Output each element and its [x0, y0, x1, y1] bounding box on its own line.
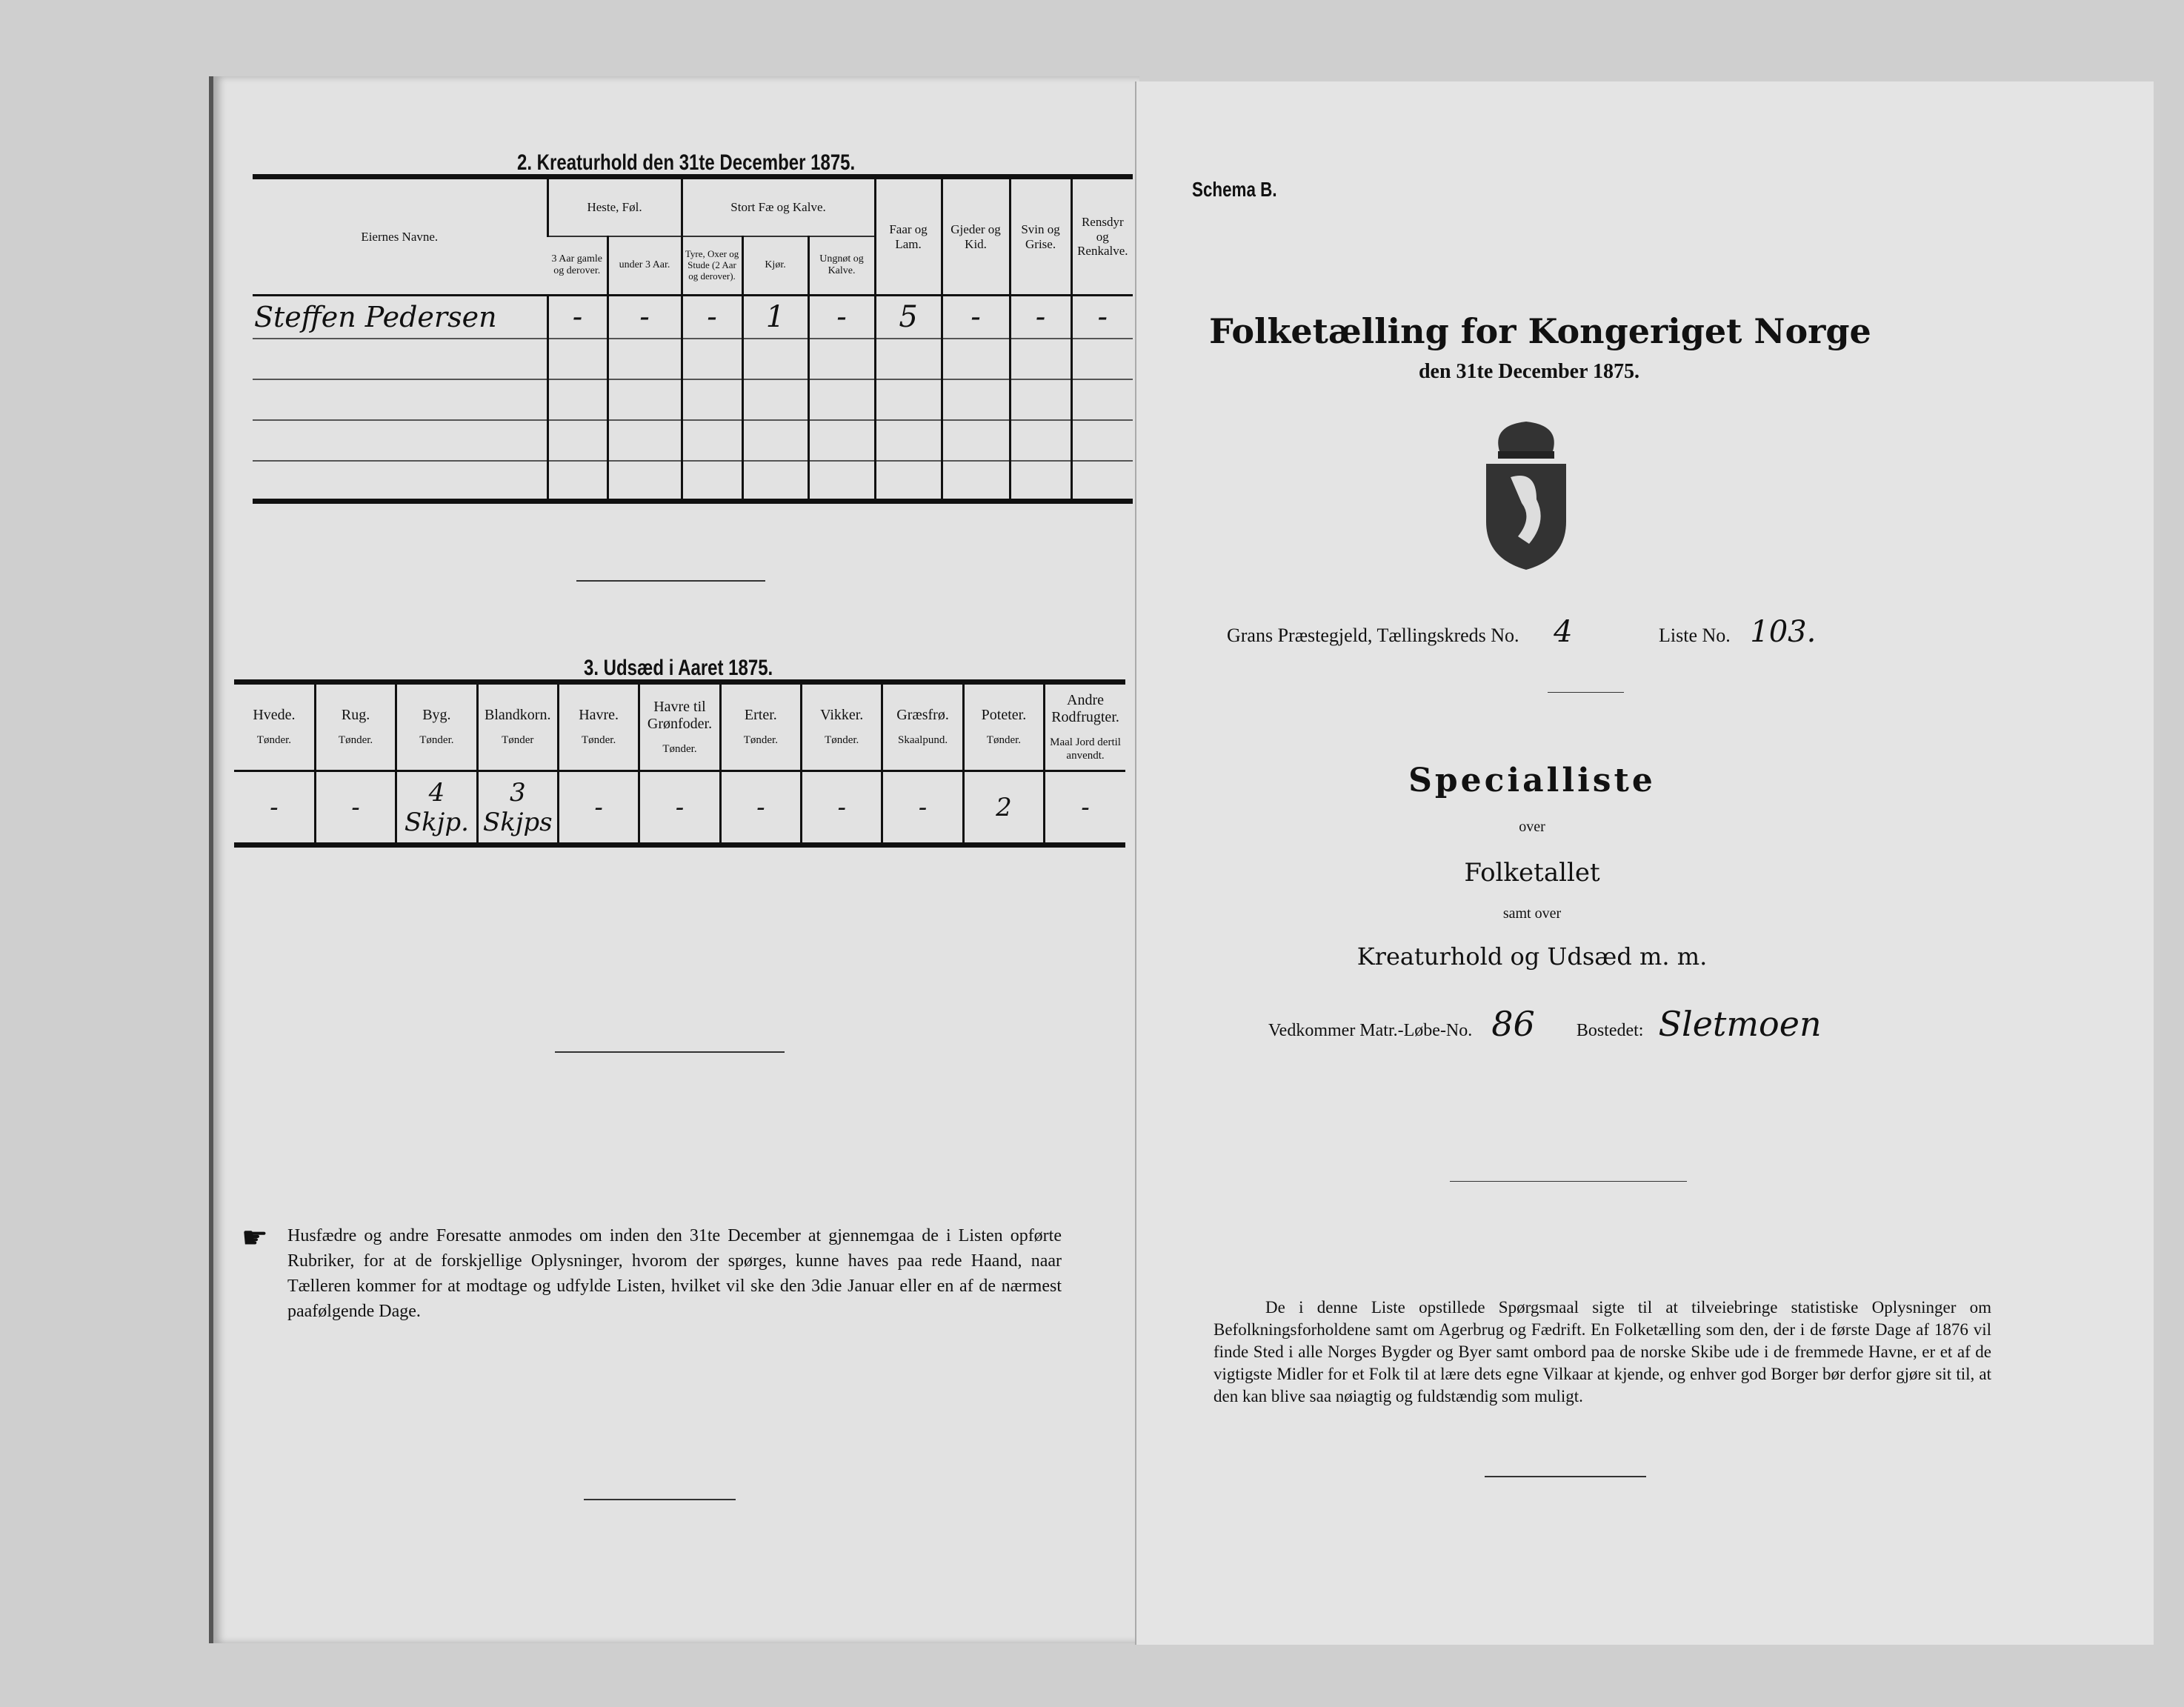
column-name: Havre til Grønfoder. [647, 698, 713, 732]
column-name: Hvede. [253, 707, 296, 724]
cell: - [942, 296, 1010, 339]
seed-value: 4 Skjp. [396, 771, 477, 845]
divider [1485, 1476, 1646, 1477]
column-name: Vikker. [820, 707, 864, 724]
kreaturhold-label: Kreaturhold og Udsæd m. m. [1356, 942, 1708, 971]
section2-title: 2. Kreaturhold den 31te December 1875. [517, 150, 856, 175]
seed-column-header [234, 682, 315, 771]
header-cattle: Stort Fæ og Kalve. [682, 177, 875, 236]
explanatory-paragraph: De i denne Liste opstillede Spørgsmaal sigte til at tilveiebringe statistiske Oplysninger om Befolkningsforholdene samt om Agerbrug og Fædrift. En Folketælling som den, der i de første Dage af 1876 vil finde Sted i alle Norges Bygder og Byer samt ombord paa de norske Skibe ude i de fremmede Havne, er et af de vigtigste Midler for et Folk til at lære dets egne Vilkaar at kjende, og enhver god Borger bør derfor gjøre sit til, at den kan blive saa nøiagtig og fuldstændig som muligt. [1213, 1298, 1991, 1405]
parish-line [1227, 615, 1816, 649]
cell: - [1010, 296, 1071, 339]
column-name: Andre Rodfrugter. [1051, 692, 1119, 726]
seed-value: - [802, 771, 882, 845]
column-name: Byg. [422, 707, 451, 724]
column-name: Græsfrø. [896, 707, 949, 724]
column-unit: Tønder. [825, 734, 859, 747]
samt-over-label: samt over [1502, 905, 1562, 922]
seed-column-header [882, 682, 963, 771]
seed-value: - [882, 771, 963, 845]
owner-name: Steffen Pedersen [254, 300, 497, 333]
seed-column-header [1045, 682, 1125, 771]
matr-number: 86 [1491, 1004, 1535, 1044]
right-page [1135, 81, 2154, 1645]
seed-value: - [1045, 771, 1125, 845]
header-bulls: Tyre, Oxer og Stude (2 Aar og derover). [682, 236, 742, 296]
cell: - [682, 296, 742, 339]
matr-label: Vedkommer Matr.-Løbe-No. [1268, 1021, 1473, 1040]
coat-of-arms-icon [1477, 418, 1575, 572]
column-name: Poteter. [981, 707, 1027, 724]
divider [555, 1051, 785, 1053]
column-unit: Maal Jord dertil anvendt. [1050, 736, 1121, 762]
divider [1548, 692, 1624, 693]
divider [576, 580, 765, 582]
header-cows: Kjør. [742, 236, 808, 296]
header-young-cattle: Ungnøt og Kalve. [808, 236, 875, 296]
header-goats: Gjeder og Kid. [942, 177, 1010, 296]
column-name: Rug. [341, 707, 370, 724]
seed-column-header [396, 682, 477, 771]
seed-value: - [639, 771, 720, 845]
left-page [209, 76, 1139, 1643]
cell: - [607, 296, 682, 339]
column-unit: Tønder. [581, 734, 616, 747]
pointing-hand-icon: ☛ [242, 1221, 268, 1255]
seed-value: 2 [963, 771, 1044, 845]
document-date: den 31te December 1875. [1418, 360, 1640, 383]
column-unit: Tønder [502, 734, 534, 747]
livestock-table [253, 174, 1133, 504]
column-name: Havre. [579, 707, 619, 724]
district-number: 4 [1554, 615, 1573, 649]
seed-column-header [639, 682, 720, 771]
over-label: over [1519, 819, 1545, 835]
divider [1450, 1181, 1687, 1182]
list-label: Liste No. [1659, 625, 1731, 646]
list-number: 103. [1750, 615, 1817, 649]
header-owner: Eiernes Navne. [361, 229, 439, 244]
parish-label: Grans Præstegjeld, Tællingskreds No. [1227, 625, 1519, 646]
seed-column-header [802, 682, 882, 771]
column-unit: Tønder. [986, 734, 1022, 747]
column-unit: Tønder. [662, 742, 697, 755]
folketallet-label: Folketallet [1464, 858, 1600, 888]
seed-column-header [315, 682, 396, 771]
matrikkel-line [1268, 1004, 1822, 1044]
seed-value: - [720, 771, 801, 845]
schema-label: Schema B. [1192, 178, 1277, 201]
header-reindeer: Rensdyr og Renkalve. [1071, 177, 1133, 296]
column-unit: Tønder. [419, 734, 454, 747]
column-unit: Tønder. [256, 734, 292, 747]
column-name: Blandkorn. [485, 707, 551, 724]
table-row [234, 771, 1125, 845]
divider [584, 1499, 736, 1500]
header-horses: Heste, Føl. [547, 177, 682, 236]
header-pigs: Svin og Grise. [1010, 177, 1071, 296]
column-name: Erter. [744, 707, 777, 724]
cell: - [1071, 296, 1133, 339]
seed-value: - [270, 792, 279, 822]
seed-value: - [558, 771, 639, 845]
cell: - [547, 296, 607, 339]
document-title: Folketælling for Kongeriget Norge [1209, 311, 1871, 351]
seed-column-header [720, 682, 801, 771]
seed-column-header [963, 682, 1044, 771]
header-horses-old: 3 Aar gamle og derover. [547, 236, 607, 296]
header-horses-young: under 3 Aar. [607, 236, 682, 296]
seed-column-header [477, 682, 558, 771]
bosted-value: Sletmoen [1658, 1004, 1822, 1044]
cell: 1 [742, 296, 808, 339]
seed-value: 3 Skjps [477, 771, 558, 845]
column-unit: Skaalpund. [898, 734, 948, 747]
column-unit: Tønder. [338, 734, 373, 747]
cell: 5 [875, 296, 942, 339]
header-sheep: Faar og Lam. [875, 177, 942, 296]
bosted-label: Bostedet: [1576, 1021, 1644, 1040]
cell: - [808, 296, 875, 339]
notice-text: Husfædre og andre Foresatte anmodes om inden den 31te December at gjennemgaa de i Listen opførte Rubriker, for at de forskjellige Oplysninger, hvorom der spørges, kunne haves paa rede Haand, naar Tælleren kommer for at modtage og udfylde Listen, hvilket vil ske den 3die Januar eller en af de nærmest paafølgende Dage. [287, 1226, 1062, 1321]
seed-value: - [315, 771, 396, 845]
table-row [253, 296, 1133, 339]
column-unit: Tønder. [743, 734, 778, 747]
seed-column-header [558, 682, 639, 771]
specialliste-heading: Specialliste [1408, 762, 1656, 799]
section3-title: 3. Udsæd i Aaret 1875. [584, 656, 773, 680]
seed-table [234, 679, 1125, 848]
